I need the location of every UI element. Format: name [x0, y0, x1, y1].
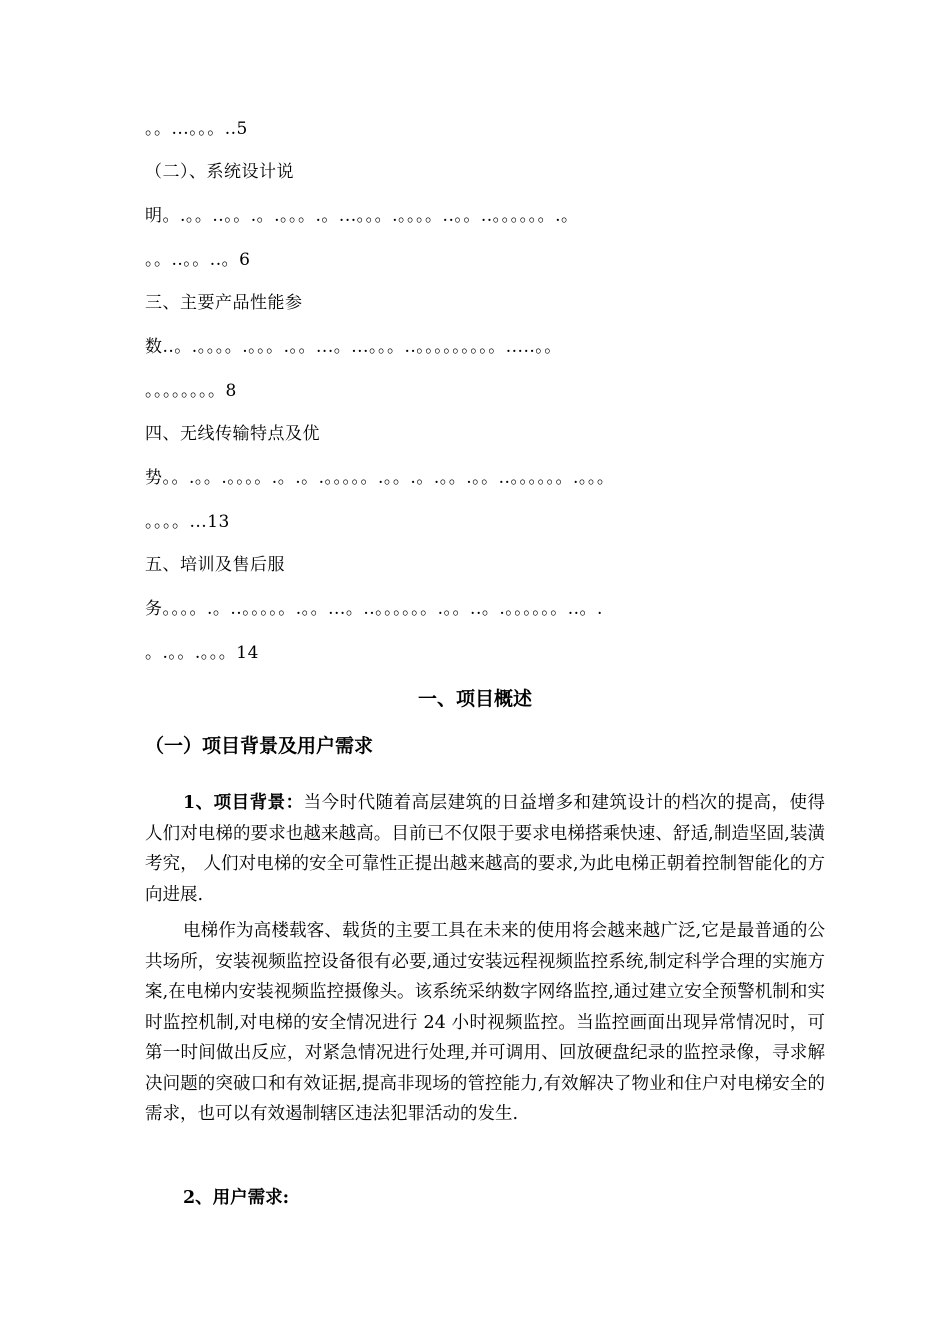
- toc-entry-training: 五、培训及售后服: [145, 555, 285, 575]
- toc-line-10: 。。。。...13: [145, 512, 230, 532]
- toc-line-13: 。.。。.。。。14: [145, 643, 259, 663]
- toc-line-12: 务。。。。.。..。。。。。.。。...。..。。。。。。.。。..。.。。。。。。..。.: [145, 599, 603, 619]
- toc-entry-system-design: （二）、系统设计说: [145, 162, 294, 182]
- section-title: 一、项目概述: [417, 688, 532, 710]
- toc-line-3: 明。.。。..。。.。.。。。.。...。。。.。。。。..。。..。。。。。。.。: [145, 206, 579, 226]
- toc-line-1: 。。...。。。..5: [145, 119, 248, 139]
- section-subtitle: （一）项目背景及用户需求: [145, 735, 374, 757]
- paragraph-text: 当今时代随着高层建筑的日益增多和建筑设计的档次的提高，使得人们对电梯的要求也越来越高。目前已不仅限于要求电梯搭乘快速、舒适,制造坚固,装潢考究， 人们对电梯的安全可靠性正提出越来越高的要求,为此电梯正朝着控制智能化的方向进展.: [145, 793, 825, 905]
- toc-line-4: 。。..。。..。6: [145, 250, 251, 270]
- user-needs-heading: 2、用户需求:: [183, 1188, 290, 1208]
- toc-entry-product-params: 三、主要产品性能参: [145, 293, 303, 313]
- paragraph-project-background: [145, 788, 825, 910]
- toc-entry-wireless: 四、无线传输特点及优: [145, 424, 320, 444]
- paragraph-lead: 1、项目背景：: [183, 793, 304, 813]
- toc-line-6: 数..。.。。。。.。。。.。。...。...。。。..。。。。。。。。。.....。。: [145, 337, 562, 357]
- paragraph-elevator-monitoring: 电梯作为高楼载客、载货的主要工具在未来的使用将会越来越广泛,它是最普通的公共场所，安装视频监控设备很有必要,通过安装远程视频监控系统,制定科学合理的实施方案,在电梯内安装视频监控摄像头。该系统采纳数字网络监控,通过建立安全预警机制和实时监控机制,对电梯的安全情况进行 24 小时视频监控。当监控画面出现异常情况时，可第一时间做出反应，对紧急情况进行处理,并可调用、回放硬盘纪录的监控录像，寻求解决问题的突破口和有效证据,提高非现场的管控能力,有效解决了物业和住户对电梯安全的需求，也可以有效遏制辖区违法犯罪活动的发生.: [145, 921, 825, 1124]
- toc-line-9: 势。。.。。.。。。。.。.。.。。。。。.。。.。.。。.。。..。。。。。。.。。。: [145, 468, 615, 488]
- toc-line-7: 。。。。。。。。8: [145, 381, 237, 401]
